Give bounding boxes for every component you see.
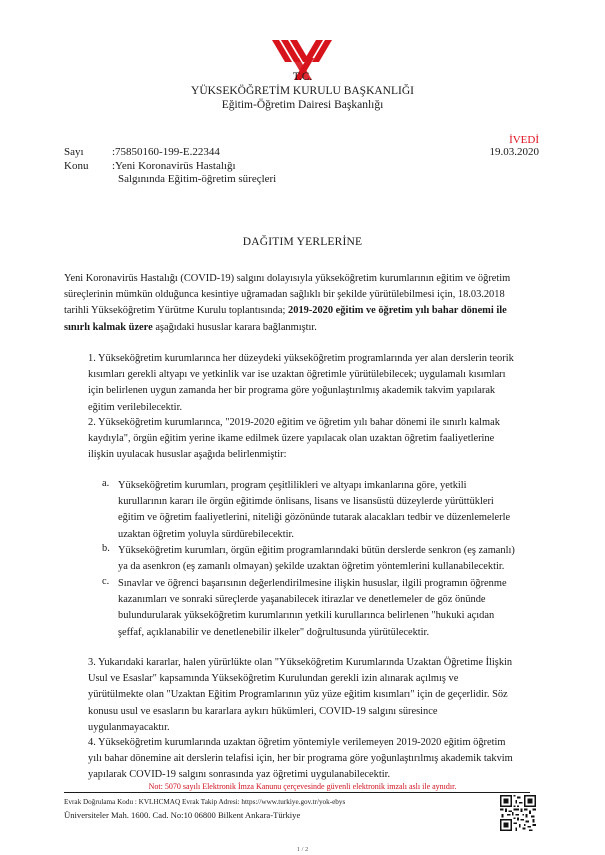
intro-paragraph — [64, 271, 540, 336]
konu-value-line1: :Yeni Koronavirüs Hastalığı — [112, 160, 236, 172]
sayi-label: Sayı — [64, 146, 84, 158]
konu-label: Konu — [64, 160, 89, 172]
sub-line: Yükseköğretim kurumları, program çeşitlilikleri ve altyapı imkanlarına göre, yetkili — [118, 480, 467, 491]
sub-line: uzaktan öğretim yoluyla sürdürebilecektir. — [118, 528, 295, 540]
sayi-value: :75850160-199-E.22344 — [112, 146, 220, 158]
sub-line: ya da asenkron (eş zamanlı olmayan) şekilde uzaktan öğretim yöntemlerini kullanabilecektir. — [118, 561, 505, 573]
sub-line: kurullarının kararı ile örgün eğitimde önlisans, lisans ve lisansüstü düzeylerde yürüttükleri — [118, 496, 494, 508]
item-line: kısımları gerekli altyapı ve yetkinlik var ise uzaktan öğretimle yürütülebilecek; uygulamalı kısımları — [88, 369, 506, 381]
item-line: 3. Yukarıdaki kararlar, halen yürürlükte olan "Yükseköğretim Kurumlarında Uzaktan Öğretime İlişkin — [88, 657, 513, 668]
sub-line: şeffaf, açıklanabilir ve denetlenebilir ilkeler" doğrultusunda yürütülecektir. — [118, 626, 430, 638]
header-department: Eğitim-Öğretim Dairesi Başkanlığı — [221, 99, 384, 111]
verification-code: Evrak Doğrulama Kodu : KVLHCMAQ Evrak Takip Adresi: https://www.turkiye.gov.tr/yok-ebys — [64, 798, 346, 806]
item-line: uygulanmayacaktır. — [88, 721, 170, 733]
intro-line: süreçlerinin mümkün olduğunca kesintiye uğramadan sağlıklı bir şekilde yürütülebilmesi için, 18.03.2018 — [64, 289, 505, 301]
page-number: 1 / 2 — [296, 846, 309, 853]
intro-line: sınırlı kalmak üzere aşağıdaki hususlar karara bağlanmıştır. — [64, 321, 317, 333]
sub-b-marker: b. — [102, 543, 110, 554]
item-line: 1. Yükseköğretim kurumlarınca her düzeydeki yükseköğretim programlarında yer alan derslerin teorik — [88, 353, 514, 364]
item-line: yürütülmekte olan "Uzaktan Eğitim Programlarının yüz yüze eğitim kısımları" için de geçerlidir. Söz — [88, 689, 508, 701]
sub-line: kazanımları ve sonraki süreçlerde yaşanabilecek itirazlar ve denetlemeler de göz önünde — [118, 594, 486, 606]
document-date: 19.03.2020 — [489, 146, 539, 158]
item-line: için belirlenen uygun zamanda her bir programa göre yoğunlaştırılmış akademik takvim yapılarak — [88, 385, 496, 397]
item-line: Usul ve Esaslar" kapsamında Yükseköğretim Kurulundan gerekli izin alınarak açılmış ve — [88, 673, 459, 685]
item-line: eğitim verilebilecektir. — [88, 401, 183, 413]
sub-item-a — [118, 478, 540, 543]
item-2 — [88, 415, 540, 464]
item-4 — [88, 735, 540, 784]
item-line: yapılarak COVID-19 salgını sonrasında yaz öğretimi uygulanabilecektir. — [88, 769, 391, 781]
footer-divider — [64, 792, 530, 793]
item-line: kaydıyla", örgün eğitim yerine ikame edilmek üzere yapılacak olan uzaktan öğretim faaliyetlerine — [88, 433, 495, 445]
item-line: konusu usul ve esasların bu kararlara aykırı hükümleri, COVID-19 salgını süresince — [88, 705, 438, 717]
sub-item-c — [118, 576, 540, 641]
qr-code-icon — [500, 795, 536, 831]
sub-line: bulundurularak yükseköğretim kurumlarının yetkili kurullarınca belirlenen "hukuki açıdan — [118, 610, 495, 622]
intro-line: tarihli Yükseköğretim Yürütme Kurulu toplantısında; 2019-2020 eğitim ve öğretim yılı bahar dönemi ile — [64, 305, 507, 317]
item-line: ilişkin uyulacak hususlar aşağıda belirlenmiştir: — [88, 449, 287, 461]
sub-line: Sınavlar ve öğrenci başarısının değerlendirilmesine ilişkin hususlar, ilgili programın öğrenme — [118, 578, 507, 589]
item-3 — [88, 655, 540, 736]
esignature-note: Not: 5070 sayılı Elektronik İmza Kanunu çerçevesinde güvenli elektronik imzalı aslı ile aynıdır. — [148, 782, 457, 791]
item-line: yılı bahar dönemine ait derslerin telafisi için, her bir programa göre yoğunlaştırılmış akademik takvim — [88, 753, 513, 765]
item-line: 4. Yükseköğretim kurumlarında uzaktan öğretim yöntemiyle verilemeyen 2019-2020 eğitim öğretim — [88, 737, 506, 748]
item-1 — [88, 351, 540, 416]
header-tc: T.C. — [292, 71, 313, 83]
sub-line: eğitim ve öğretim faaliyetlerini, niteliği gözönünde tutarak alacakları tedbir ve düzenlemelerle — [118, 512, 511, 524]
sub-c-marker: c. — [102, 576, 110, 587]
distribution-title: DAĞITIM YERLERİNE — [242, 236, 363, 248]
sub-a-marker: a. — [102, 478, 110, 489]
konu-value-line2: Salgınında Eğitim-öğretim süreçleri — [118, 173, 277, 185]
item-line: 2. Yükseköğretim kurumlarınca, "2019-2020 eğitim ve öğretim yılı bahar dönemi ile sınırlı kalmak — [88, 417, 500, 428]
sub-line: Yükseköğretim kurumları, örgün eğitim programlarındaki bütün derslerde senkron (eş zamanlı) — [118, 545, 515, 556]
intro-line: Yeni Koronavirüs Hastalığı (COVID-19) salgını dolayısıyla yükseköğretim kurumlarının eğitim ve öğretim — [64, 273, 511, 284]
institution-address: Üniversiteler Mah. 1600. Cad. No:10 06800 Bilkent Ankara-Türkiye — [64, 810, 301, 820]
urgent-label: İVEDİ — [509, 134, 539, 146]
header-institution: YÜKSEKÖĞRETİM KURULU BAŞKANLIĞI — [191, 85, 414, 97]
sub-item-b — [118, 543, 540, 575]
